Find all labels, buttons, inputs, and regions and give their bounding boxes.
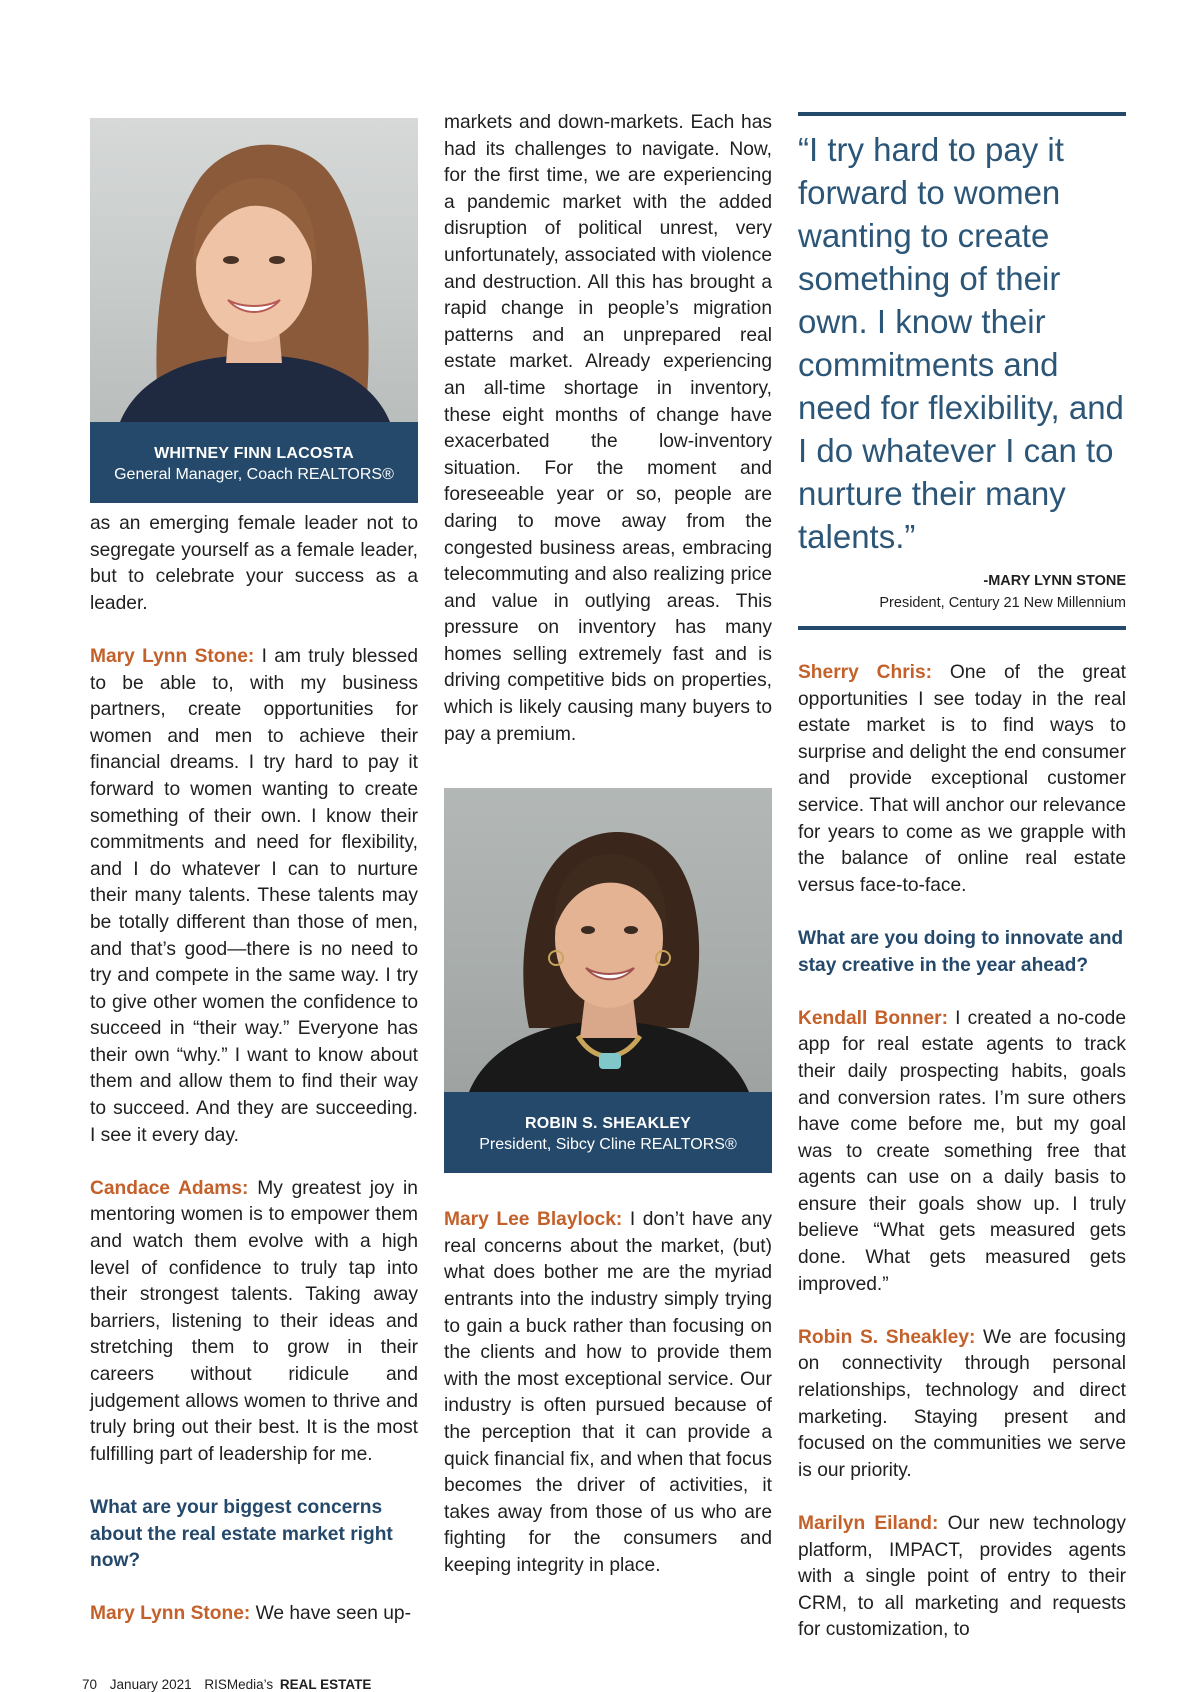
paragraph-text: I don’t have any real concerns about the market, (but) what does bother me are the myriad entrants into the industry simply trying to gain a buck rather than focusing on the clients and how to provide them with the most exceptional service. Our industry is often pursued because of the perception that it can provide a quick financial fix, and when that focus becomes the driver of activities, it takes away from those of us who are fighting for the consumers and keeping integrity in place.: [444, 1209, 772, 1576]
speaker-name: Mary Lynn Stone:: [90, 645, 255, 667]
brand-name: RISMedia’s: [204, 1677, 274, 1692]
pull-quote-text: “I try hard to pay it forward to women wanting to create something of their own. I know their commitments and need for flexibility, and I do whatever I can to nurture their many talents.”: [798, 131, 1124, 555]
speaker-name: Marilyn Eiland:: [798, 1513, 939, 1534]
paragraph: markets and down-markets. Each has had its challenges to navigate. Now, for the first time, we are experiencing a pandemic market with the added disruption of political unrest, very unfortunately, associated with violence and destruction. All this has brought a rapid change in people’s migration patterns and an unprepared real estate market. Already experiencing an all-time shortage in inventory, these eight months of change have exacerbated the low-inventory situation. For the moment and foreseeable year or so, people are daring to move away from the congested business areas, embracing telecommuting and also realizing price and value in outlying areas. This pressure on inventory has many homes selling extremely fast and is driving competitive bids on properties, which is likely causing many buyers to pay a premium.: [444, 112, 772, 745]
caption-title: President, Sibcy Cline REALTORS®: [479, 1136, 737, 1154]
portrait-illustration-robin: [444, 788, 772, 1092]
portrait-photo-whitney: [90, 118, 418, 422]
paragraph-text: One of the great opportunities I see today in the real estate market is to find ways to surprise and delight the end consumer and provide exceptional customer service. That will anchor our relevance for years to come as we grapple with the balance of online real estate versus face-to-face.: [798, 662, 1127, 896]
issue-date: January 2021: [109, 1677, 192, 1692]
column-1: [90, 118, 418, 1655]
portrait-illustration-whitney: [90, 118, 418, 422]
paragraph: as an emerging female leader not to segregate yourself as a female leader, but to celebrate your success as a leader.: [90, 513, 418, 614]
paragraph-text: We are focusing on connectivity through personal relationships, technology and direct marketing. Staying present and focused on the communities we serve is our priority.: [798, 1326, 1126, 1481]
portrait-photo-robin: [444, 788, 772, 1092]
attribution-title: President, Century 21 New Millennium: [879, 595, 1126, 611]
caption-name: WHITNEY FINN LACOSTA: [154, 445, 354, 462]
column-3: [798, 112, 1126, 1671]
paragraph-mary-lynn-stone: [90, 644, 418, 1149]
photo-card-robin: [444, 788, 772, 1173]
interview-question: What are you doing to innovate and stay creative in the year ahead?: [798, 927, 1124, 976]
column-2: [444, 110, 772, 1606]
caption-title: General Manager, Coach REALTORS®: [114, 466, 394, 483]
paragraph-candace-adams: [90, 1176, 418, 1469]
paragraph-text: I am truly blessed to be able to, with my business partners, create opportunities for women and men to achieve their financial dreams. I try hard to pay it forward to women wanting to create something of their own. I know their commitments and need for flexibility, and I do whatever I can to nurture their many talents. These talents may be totally different than those of men, and that’s good—there is no need to try and compete in the same way. I try to give other women the confidence to succeed in “their way.” Everyone has their own “why.” I want to know about them and allow them to find their way to succeed. And they are succeeding. I see it every day.: [90, 645, 418, 1146]
speaker-name: Candace Adams:: [90, 1177, 249, 1199]
paragraph-mary-lee-blaylock: [444, 1207, 772, 1579]
paragraph-text: Our new technology platform, IMPACT, provides agents with a single point of entry to their CRM, to all marketing and requests for customization, to: [798, 1513, 1126, 1641]
page-number: 70: [82, 1677, 98, 1692]
photo-caption-whitney: [90, 422, 418, 503]
paragraph-marilyn-eiland: [798, 1511, 1126, 1644]
paragraph-text: I created a no-code app for real estate agents to track their daily prospecting habits, goals and conversion rates. I’m sure others have come before me, but my goal was to create something free that agents can use on a daily basis to ensure their goals show up. I truly believe “What gets measured gets done. What gets measured gets improved.”: [798, 1007, 1126, 1295]
page-footer: [82, 1677, 371, 1692]
speaker-name: Sherry Chris:: [798, 662, 933, 683]
publication-name: REAL ESTATE: [279, 1677, 372, 1692]
photo-caption-robin: [444, 1092, 772, 1173]
photo-card-whitney: [90, 118, 418, 503]
paragraph-kendall-bonner: [798, 1006, 1126, 1299]
paragraph-robin-sheakley: [798, 1325, 1126, 1485]
paragraph-text: We have seen up-: [250, 1603, 411, 1625]
speaker-name: Mary Lee Blaylock:: [444, 1209, 623, 1231]
caption-name: ROBIN S. SHEAKLEY: [524, 1115, 692, 1133]
attribution-name: -MARY LYNN STONE: [983, 573, 1126, 589]
paragraph-sherry-chris: [798, 660, 1126, 899]
pull-quote: [798, 112, 1126, 630]
interview-question: What are your biggest concerns about the real estate market right now?: [90, 1496, 393, 1572]
pull-quote-attribution: [798, 570, 1126, 614]
speaker-name: Kendall Bonner:: [798, 1007, 949, 1029]
paragraph-mary-lynn-stone-2: [90, 1601, 418, 1628]
speaker-name: Robin S. Sheakley:: [798, 1326, 976, 1348]
paragraph-text: My greatest joy in mentoring women is to empower them and watch them evolve with a high level of confidence to truly tap into their strongest talents. Taking away barriers, listening to their ideas and stretching them to grow in their careers without ridicule and judgement allows women to thrive and truly bring out their best. It is the most fulfilling part of leadership for me.: [90, 1177, 418, 1465]
speaker-name: Mary Lynn Stone:: [90, 1603, 251, 1625]
